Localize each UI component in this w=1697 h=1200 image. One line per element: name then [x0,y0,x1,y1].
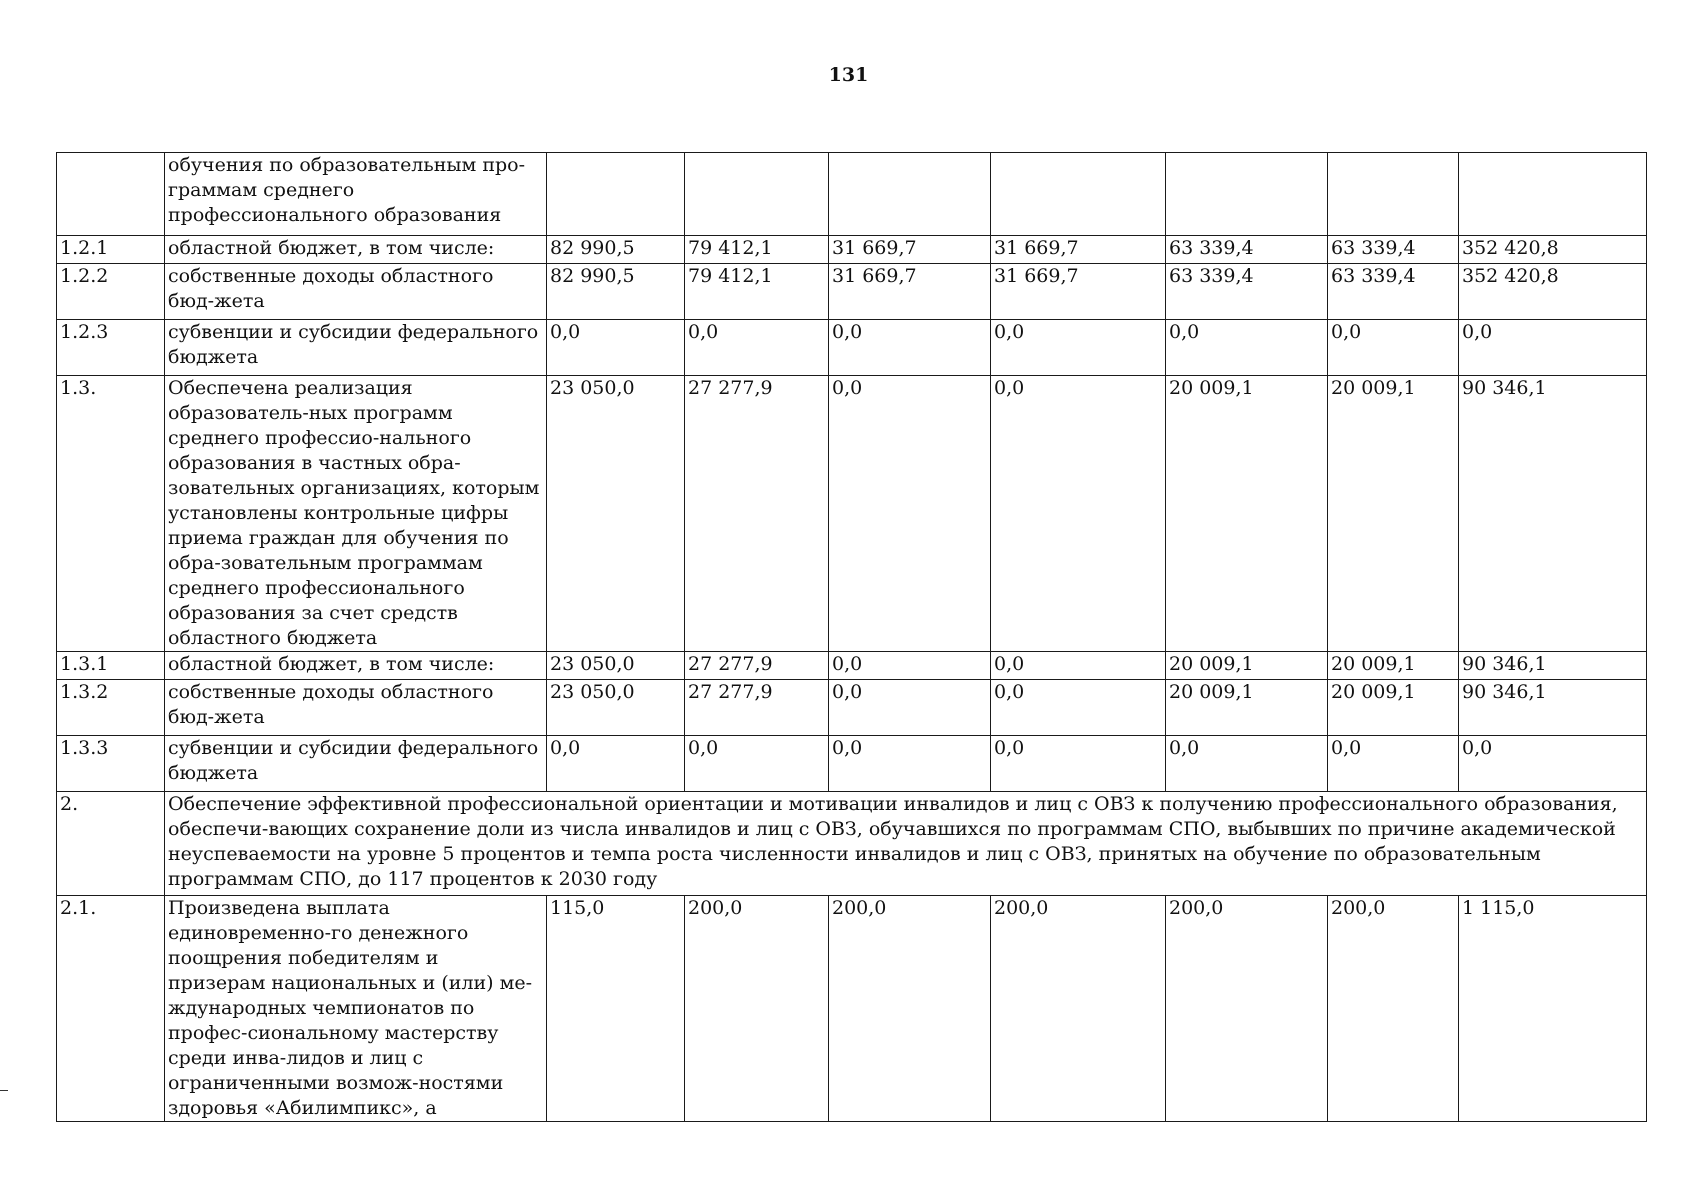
table-row [57,264,1647,320]
value-cell: 0,0 [685,736,829,792]
value-cell: 31 669,7 [991,236,1166,264]
value-cell: 0,0 [829,736,991,792]
value-cell [547,153,685,236]
row-id: 1.2.2 [57,264,165,320]
value-cell: 0,0 [1166,320,1328,376]
section-row [57,792,1647,896]
section-description: Обеспечение эффективной профессиональной ориентации и мотивации инвалидов и лиц с ОВЗ к получению профессионального образования, обеспечи-вающих сохранение доли из числа инвалидов и лиц с ОВЗ, обучавшихся по программам СПО, выбывших по причине академической неуспеваемости на уровне 5 процентов и темпа роста численности инвалидов и лиц с ОВЗ, принятых на обучение по образовательным программам СПО, до 117 процентов к 2030 году [165,792,1647,896]
value-cell [1459,153,1647,236]
table-row [57,320,1647,376]
value-cell: 352 420,8 [1459,236,1647,264]
value-cell: 0,0 [547,736,685,792]
value-cell [991,153,1166,236]
value-cell: 0,0 [829,652,991,680]
value-cell: 0,0 [547,320,685,376]
value-cell: 200,0 [1328,896,1459,1122]
table-row [57,236,1647,264]
value-cell: 200,0 [991,896,1166,1122]
value-cell: 31 669,7 [991,264,1166,320]
value-cell: 82 990,5 [547,264,685,320]
value-cell [1166,153,1328,236]
margin-mark [0,1090,8,1091]
value-cell: 0,0 [1328,736,1459,792]
value-cell: 63 339,4 [1328,264,1459,320]
value-cell: 27 277,9 [685,376,829,652]
value-cell: 0,0 [991,652,1166,680]
page-number: 131 [828,64,869,86]
value-cell: 0,0 [685,320,829,376]
row-id: 2.1. [57,896,165,1122]
table-row [57,652,1647,680]
value-cell: 82 990,5 [547,236,685,264]
row-id: 1.3.3 [57,736,165,792]
value-cell: 90 346,1 [1459,376,1647,652]
row-id: 1.3.2 [57,680,165,736]
row-id: 1.2.3 [57,320,165,376]
value-cell [1328,153,1459,236]
table-row [57,376,1647,652]
value-cell: 20 009,1 [1328,680,1459,736]
value-cell: 352 420,8 [1459,264,1647,320]
value-cell: 0,0 [1166,736,1328,792]
value-cell: 0,0 [991,680,1166,736]
value-cell: 23 050,0 [547,376,685,652]
row-id: 1.2.1 [57,236,165,264]
value-cell: 200,0 [685,896,829,1122]
row-description: Обеспечена реализация образователь-ных программ среднего профессио-нального образования в частных обра-зовательных организациях, которым установлены контрольные цифры приема граждан для обучения по обра-зовательным программам среднего профессионального образования за счет средств областного бюджета [165,376,547,652]
value-cell: 31 669,7 [829,236,991,264]
row-description: собственные доходы областного бюд-жета [165,680,547,736]
value-cell: 20 009,1 [1328,652,1459,680]
value-cell: 0,0 [1459,320,1647,376]
value-cell: 63 339,4 [1166,236,1328,264]
row-description: областной бюджет, в том числе: [165,652,547,680]
table-row [57,896,1647,1122]
table-row [57,736,1647,792]
value-cell: 1 115,0 [1459,896,1647,1122]
value-cell: 20 009,1 [1166,376,1328,652]
value-cell: 0,0 [829,320,991,376]
value-cell: 27 277,9 [685,680,829,736]
row-description: субвенции и субсидии федерального бюджета [165,736,547,792]
value-cell: 0,0 [829,376,991,652]
value-cell [829,153,991,236]
value-cell: 90 346,1 [1459,652,1647,680]
row-description: областной бюджет, в том числе: [165,236,547,264]
value-cell [685,153,829,236]
value-cell: 115,0 [547,896,685,1122]
row-description: собственные доходы областного бюд-жета [165,264,547,320]
value-cell: 79 412,1 [685,236,829,264]
value-cell: 27 277,9 [685,652,829,680]
value-cell: 20 009,1 [1166,652,1328,680]
row-id [57,153,165,236]
value-cell: 23 050,0 [547,680,685,736]
value-cell: 63 339,4 [1166,264,1328,320]
value-cell: 0,0 [1459,736,1647,792]
value-cell: 23 050,0 [547,652,685,680]
row-id: 1.3.1 [57,652,165,680]
value-cell: 79 412,1 [685,264,829,320]
table-row [57,153,1647,236]
row-id: 1.3. [57,376,165,652]
value-cell: 90 346,1 [1459,680,1647,736]
value-cell: 20 009,1 [1166,680,1328,736]
value-cell: 31 669,7 [829,264,991,320]
value-cell: 200,0 [829,896,991,1122]
row-description: субвенции и субсидии федерального бюджета [165,320,547,376]
row-description: Произведена выплата единовременно-го денежного поощрения победителям и призерам национальных и (или) ме-ждународных чемпионатов по профес-сиональному мастерству среди инва-лидов и лиц с ограниченными возмож-ностями здоровья «Абилимпикс», а [165,896,547,1122]
value-cell: 63 339,4 [1328,236,1459,264]
value-cell: 0,0 [991,376,1166,652]
value-cell: 200,0 [1166,896,1328,1122]
value-cell: 0,0 [829,680,991,736]
table-row [57,680,1647,736]
value-cell: 0,0 [1328,320,1459,376]
value-cell: 20 009,1 [1328,376,1459,652]
value-cell: 0,0 [991,736,1166,792]
budget-table [56,152,1647,1122]
section-id: 2. [57,792,165,896]
row-description: обучения по образовательным про-граммам среднего профессионального образования [165,153,547,236]
value-cell: 0,0 [991,320,1166,376]
